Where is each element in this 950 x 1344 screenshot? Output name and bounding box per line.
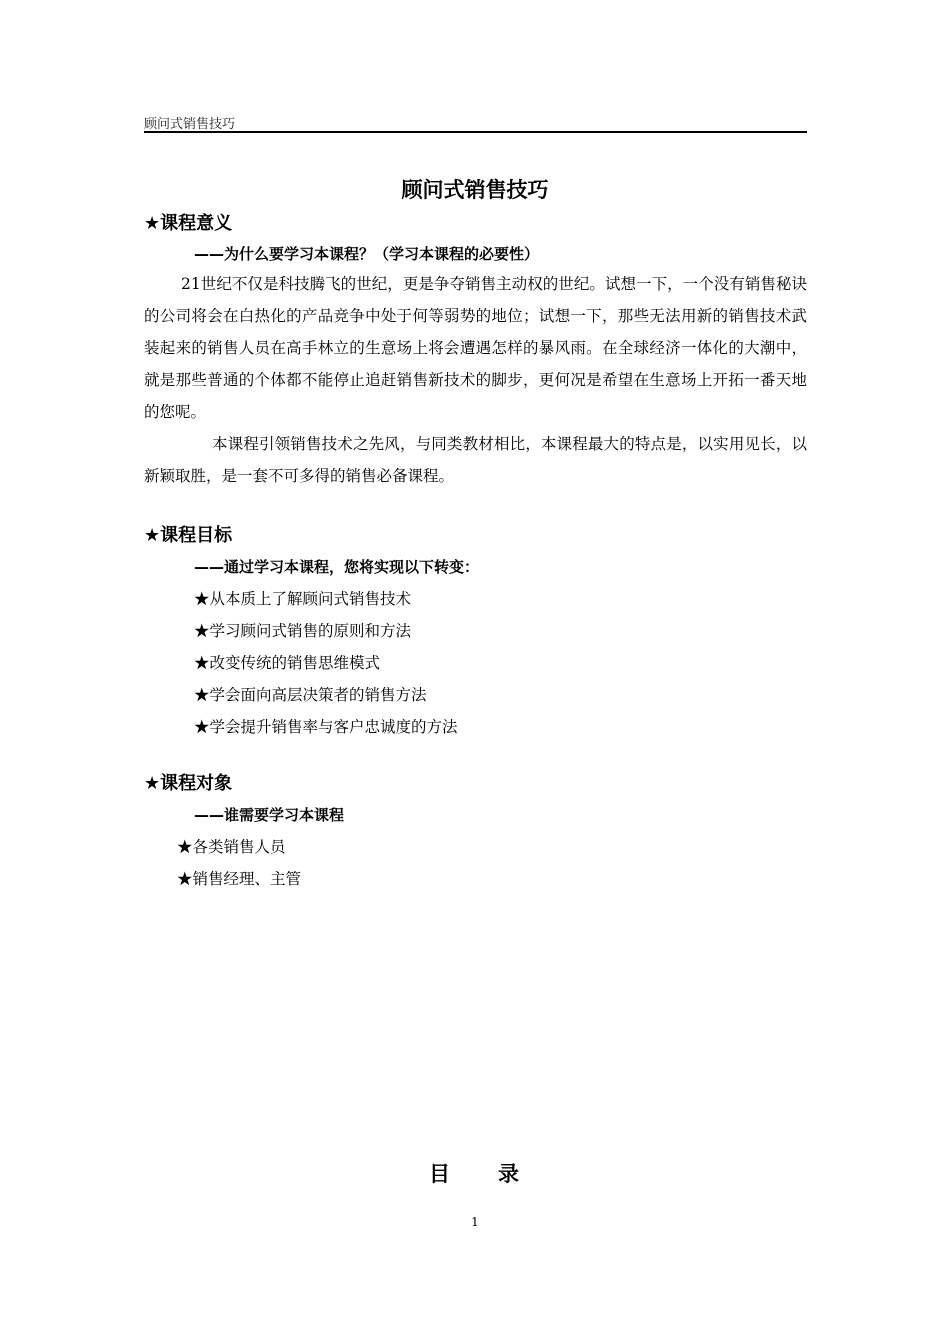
subheading-significance: ——为什么要学习本课程？（学习本课程的必要性） xyxy=(194,245,540,263)
paragraph-significance-1: 21世纪不仅是科技腾飞的世纪，更是争夺销售主动权的世纪。试想一下，一个没有销售秘诀的公司将会在白热化的产品竞争中处于何等弱势的地位；试想一下，那些无法用新的销售技术武装起来的销售人员在高手林立的生意场上将会遭遇怎样的暴风雨。在全球经济一体化的大潮中，就是那些普通的个体都不能停止追赶销售新技术的脚步，更何况是希望在生意场上开拓一番天地的您呢。 xyxy=(144,275,807,421)
goal-item: ★从本质上了解顾问式销售技术 xyxy=(194,590,412,608)
paragraph-significance-2: 本课程引领销售技术之先风，与同类教材相比，本课程最大的特点是，以实用见长，以新颖取胜，是一套不可多得的销售必备课程。 xyxy=(144,435,807,485)
header-divider xyxy=(144,131,807,133)
page-number: 1 xyxy=(471,1215,479,1229)
goal-item: ★学会提升销售率与客户忠诚度的方法 xyxy=(194,718,458,736)
subheading-goals: ——通过学习本课程，您将实现以下转变： xyxy=(194,558,480,576)
section-heading-goals: ★课程目标 xyxy=(144,525,233,546)
toc-heading: 目 录 xyxy=(429,1162,521,1186)
section-heading-audience: ★课程对象 xyxy=(144,773,233,794)
subheading-audience: ——谁需要学习本课程 xyxy=(194,806,345,824)
section-heading-significance: ★课程意义 xyxy=(144,213,233,234)
audience-item: ★销售经理、主管 xyxy=(177,870,302,888)
goal-item: ★学习顾问式销售的原则和方法 xyxy=(194,622,412,640)
audience-item: ★各类销售人员 xyxy=(177,838,286,856)
running-header: 顾问式销售技巧 xyxy=(144,117,236,132)
goal-item: ★学会面向高层决策者的销售方法 xyxy=(194,686,427,704)
goal-item: ★改变传统的销售思维模式 xyxy=(194,654,381,672)
document-title: 顾问式销售技巧 xyxy=(401,178,549,202)
